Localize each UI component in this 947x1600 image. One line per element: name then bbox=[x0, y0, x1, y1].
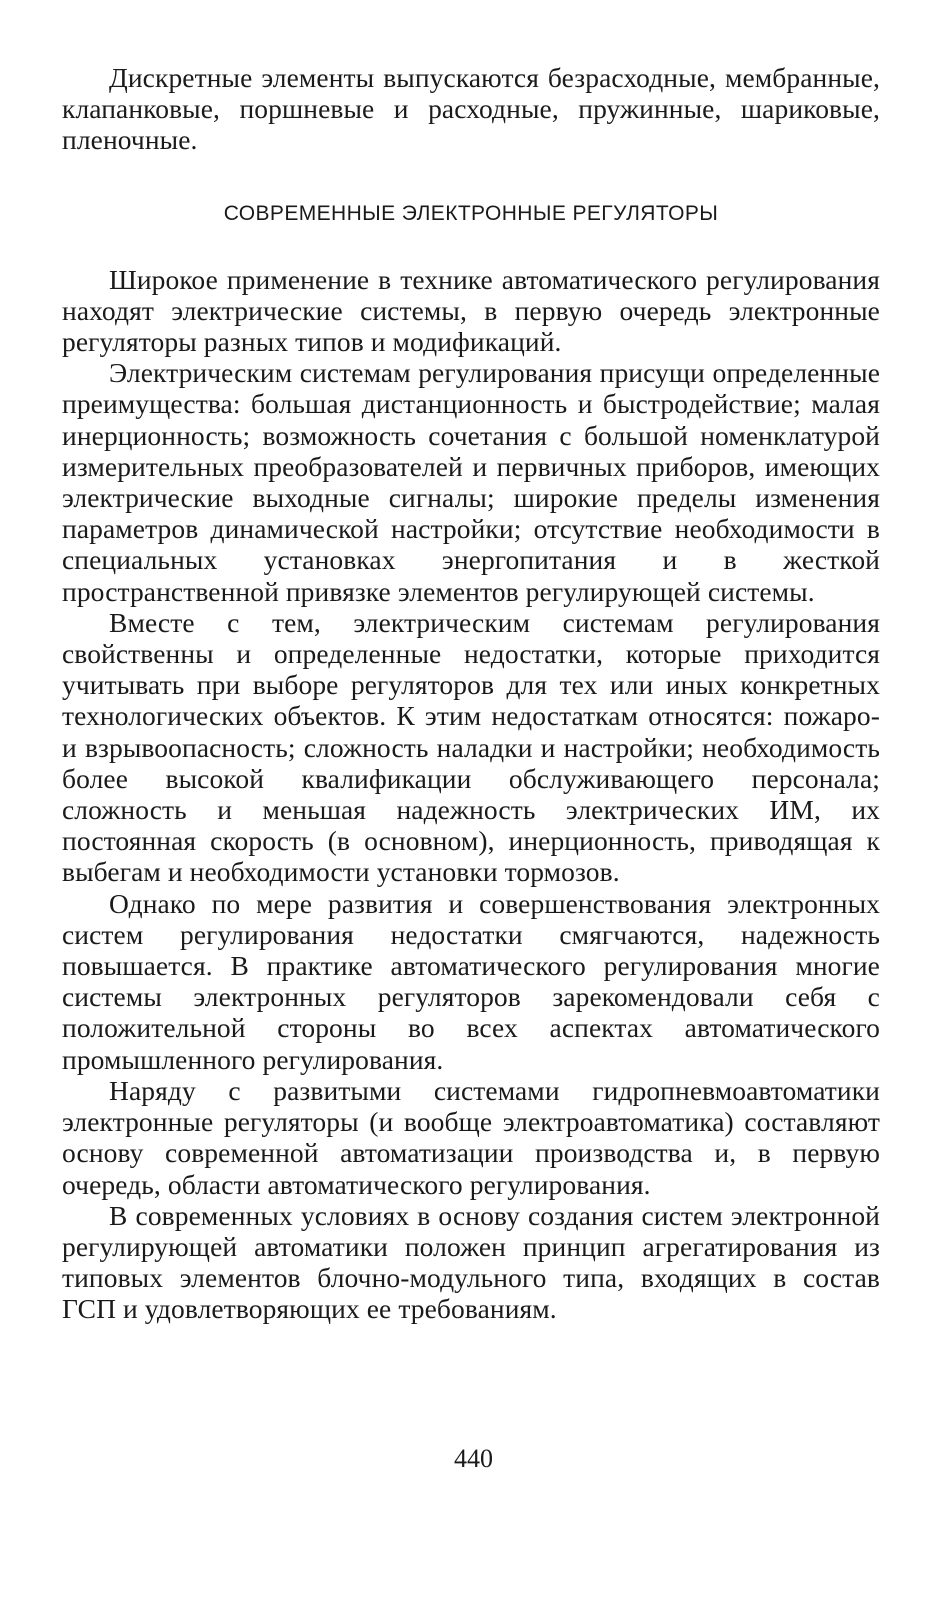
intro-paragraph: Дискретные элементы выпускаются безрасходные, мембранные, клапанковые, поршневые и расходные, пружинные, шариковые, пленочные. bbox=[62, 62, 880, 156]
paragraph-2: Электрическим системам регулирования присущи определенные преимущества: большая дистанционность и быстродействие; малая инерционность; возможность сочетания с большой номенклатурой измерительных преобразователей и первичных приборов, имеющих электрические выходные сигналы; широкие пределы изменения параметров динамической настройки; отсутствие необходимости в специальных установках энергопитания и в жесткой пространственной привязке элементов регулирующей системы. bbox=[62, 357, 880, 607]
paragraph-5: Наряду с развитыми системами гидропневмоавтоматики электронные регуляторы (и вообще электроавтоматика) составляют основу современной автоматизации производства и, в первую очередь, области автоматического регулирования. bbox=[62, 1074, 880, 1200]
section-heading: СОВРЕМЕННЫЕ ЭЛЕКТРОННЫЕ РЕГУЛЯТОРЫ bbox=[223, 201, 719, 225]
page-number: 440 bbox=[454, 1444, 493, 1473]
paragraph-1: Широкое применение в технике автоматического регулирования находят электрические системы, в первую очередь электронные регуляторы разных типов и модификаций. bbox=[62, 263, 880, 358]
paragraph-3: Вместе с тем, электрическим системам регулирования свойственны и определенные недостатки, которые приходится учитывать при выборе регуляторов для тех или иных конкретных технологических объектов. К этим недостаткам относятся: пожаро- и взрывоопасность; сложность наладки и настройки; необходимость более высокой квалификации обслуживающего персонала; сложность и меньшая надежность электрических ИМ, их постоянная скорость (в основном), инерционность, приводящая к выбегам и необходимости установки тормозов. bbox=[62, 606, 880, 888]
paragraph-6: В современных условиях в основу создания систем электронной регулирующей автоматики положен принцип агрегатирования из типовых элементов блочно-модульного типа, входящих в состав ГСП и удовлетворяющих ее требованиям. bbox=[62, 1199, 880, 1325]
book-page bbox=[62, 62, 880, 1325]
paragraph-4: Однако по мере развития и совершенствования электронных систем регулирования недостатки смягчаются, надежность повышается. В практике автоматического регулирования многие системы электронных регуляторов зарекомендовали себя с положительной стороны во всех аспектах автоматического промышленного регулирования. bbox=[62, 887, 880, 1075]
